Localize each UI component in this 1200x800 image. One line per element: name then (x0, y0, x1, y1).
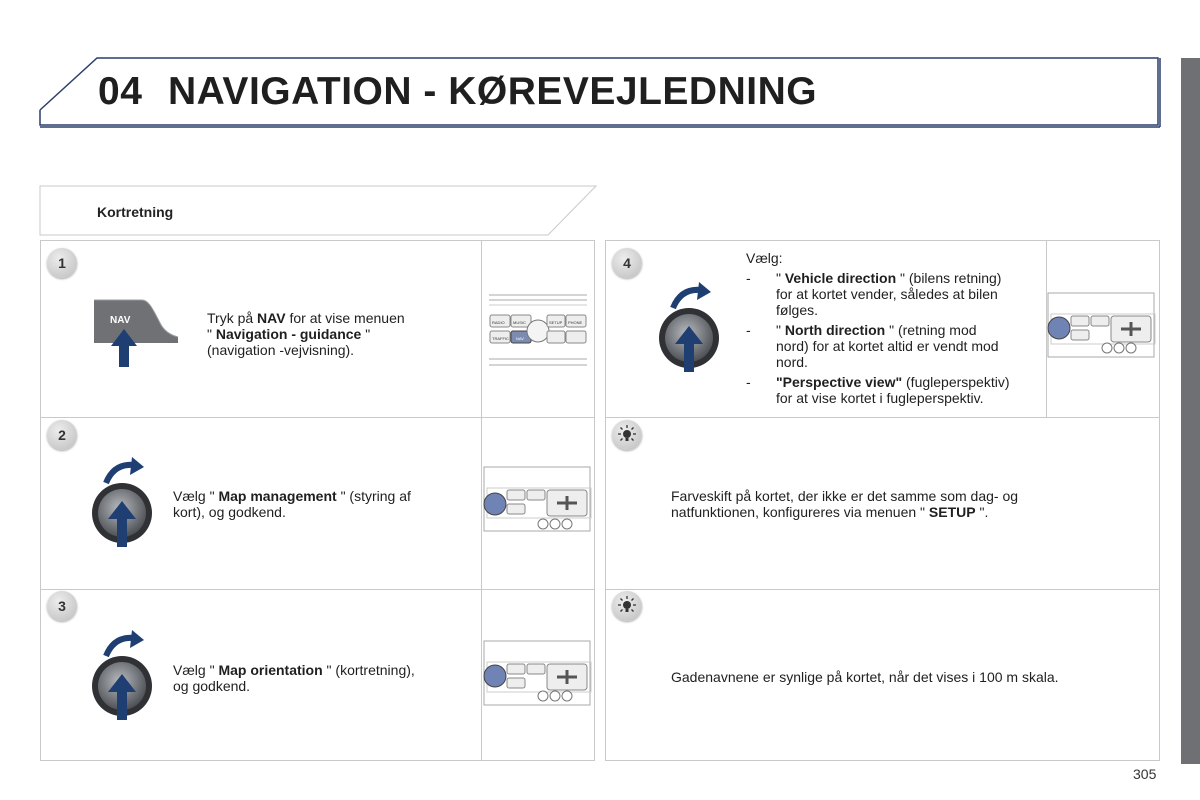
radio-panel-knob-icon (483, 466, 592, 532)
radio-panel-nav-icon (489, 293, 587, 369)
rotary-knob-icon (88, 628, 160, 723)
section-header-frame (0, 180, 600, 240)
music-button-label: MUSIC (513, 320, 526, 325)
step-4-badge: 4 (612, 248, 642, 278)
step-1-text: Tryk på NAV for at vise menuen " Navigation - guidance " (navigation -vejvisning). (207, 310, 405, 358)
page-number: 305 (1133, 766, 1157, 782)
step-2-text: Vælg " Map management " (styring af kort), og godkend. (173, 488, 411, 520)
step-1-badge: 1 (47, 248, 77, 278)
section-title: Kortretning (97, 204, 174, 220)
tip-2-text: Gadenavnene er synlige på kortet, når det vises i 100 m skala. (671, 669, 1059, 685)
option-perspective-view: - "Perspective view" (fugleperspektiv) for at vise kortet i fugleperspektiv. (746, 374, 1010, 406)
rotary-knob-icon (88, 455, 160, 550)
phone-button-label: PHONE (568, 320, 583, 325)
radio-button-label: RADIO (492, 320, 505, 325)
lightbulb-icon (612, 591, 642, 621)
option-vehicle-direction: - " Vehicle direction " (bilens retning) for at kortet vender, således at bilen følges. (746, 270, 1002, 318)
chapter-number: 04 (98, 70, 143, 113)
radio-panel-knob-icon (483, 640, 592, 706)
rotary-knob-icon (655, 280, 727, 375)
step-4-text (746, 250, 1041, 410)
step-1-image-column (481, 241, 482, 417)
step-2-image-column (481, 418, 482, 589)
option-north-direction: - " North direction " (retning mod nord) for at kortet altid er vendt mod nord. (746, 322, 999, 370)
tip-1-badge (612, 420, 642, 450)
step-4-intro: Vælg: (746, 250, 783, 266)
step-2-badge: 2 (47, 420, 77, 450)
radio-panel-knob-icon (1047, 292, 1156, 358)
tip-1-text: Farveskift på kortet, der ikke er det samme som dag- og natfunktionen, konfigureres via menuen " SETUP ". (671, 488, 1019, 520)
chapter-title: NAVIGATION - KØREVEJLEDNING (168, 70, 818, 113)
nav-button-icon (90, 295, 185, 370)
traffic-button-label: TRAFFIC (492, 336, 509, 341)
view-options-list (746, 270, 1041, 406)
lightbulb-icon (612, 420, 642, 450)
tip-2-badge (612, 591, 642, 621)
nav-button-label: NAV (110, 315, 131, 326)
chapter-side-tab (1181, 58, 1200, 764)
setup-button-label: SETUP (549, 320, 563, 325)
step-3-text: Vælg " Map orientation " (kortretning), og godkend. (173, 662, 415, 694)
nav-small-button-label: NAV (516, 336, 524, 341)
step-3-image-column (481, 590, 482, 760)
step-3-badge: 3 (47, 591, 77, 621)
